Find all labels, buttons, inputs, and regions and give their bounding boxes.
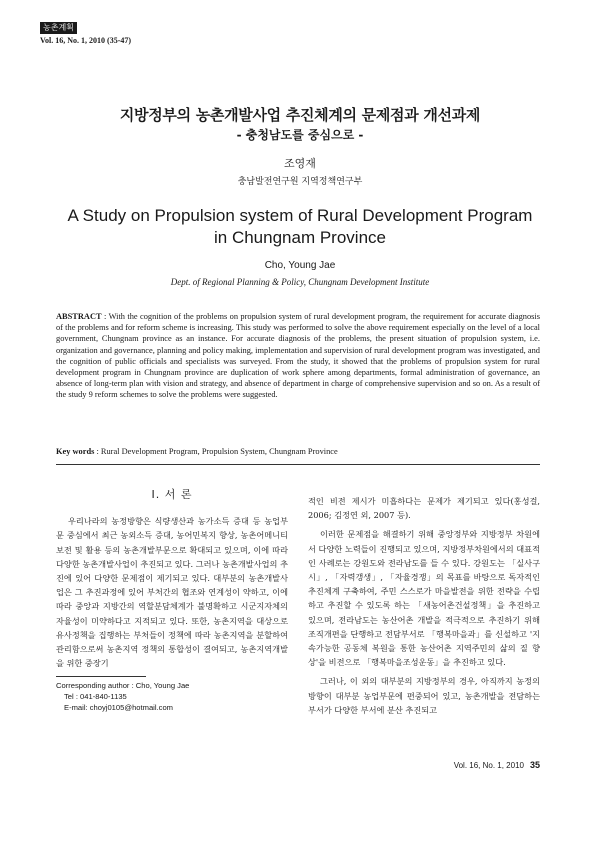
abstract xyxy=(56,311,540,401)
page-number: 35 xyxy=(529,760,540,770)
keywords xyxy=(56,447,540,456)
keywords-text: : Rural Development Program, Propulsion System, Chungnam Province xyxy=(94,447,338,456)
english-affiliation: Dept. of Regional Planning & Policy, Chungnam Development Institute xyxy=(170,277,430,287)
footnote-email: E-mail: choyj0105@hotmail.com xyxy=(64,703,174,712)
journal-tag: 농촌계획 xyxy=(40,22,77,34)
korean-affiliation: 충남발전연구원 지역정책연구부 xyxy=(237,177,363,187)
page-footer xyxy=(308,760,540,770)
korean-author: 조영재 xyxy=(284,157,316,170)
body-paragraph: 우리나라의 농정방향은 식량생산과 농가소득 증대 등 농업부문 중심에서 최근 농외소득 증대, 농어민복지 향상, 농촌어메니티 보전 및 활용 등의 농촌개발부문으로 확대되고 있으며, 이에 따라 다양한 농촌개발사업이 추진되고 있다. 그러나 농촌개발사업의 추진에 있어 다양한 문제점이 제기되고 있다. 대부분의 농촌개발사업은 그 추진과정에 있어 부처간의 협조와 연계성이 약하고, 이에 따라 중앙과 지방간의 역할분담체계가 불명확하고 시군지자체의 자율성이 미약하다고 지적되고 있다. 또한, 농촌지역을 대상으로 유사정책을 집행하는 부처들이 정책에 따라 농촌지역을 분할하여 관리함으로써 농촌지역 정책의 통합성이 결여되고, 농촌지역개발을 위한 중장기 xyxy=(56,516,288,669)
english-title: A Study on Propulsion system of Rural Development Program in Chungnam Province xyxy=(67,206,533,247)
footnote-rule xyxy=(56,676,146,677)
left-column xyxy=(56,488,288,675)
body-paragraph: 그러나, 이 외의 대부분의 지방정부의 경우, 아직까지 농정의 방향이 대부분 농업부문에 편중되어 있고, 농촌개발을 전담하는 부서가 다양한 부서에 분산 추진되고 xyxy=(308,676,540,715)
footnote-author: Corresponding author : Cho, Young Jae xyxy=(56,681,190,690)
abstract-text: : With the cognition of the problems on propulsion system of rural development program, the requirement for accurate diagnosis of the problems and for reform scheme is increasing. This study was performed to solve the above requirement especially on the level of a local government, Chungnam province as an instance. For accurate diagnosis of the problems, the present situation of propulsion system, i.e. organization and governance, planning and policy making, implementation and supervision of rural development program was investigated, and the cognition of public officials and specialists was surveyed. From the study, it showed that the problems of propulsion system for rural development program in Chungnam province are duplication of work sphere among departments, formal administration of governance, an absence of long-term plan with vision and strategy, and absence of department in charge of comprehensive supervision and so on. As a result of the study 9 reform schemes to solve the problems were suggested. xyxy=(56,312,540,400)
right-column xyxy=(308,494,540,722)
korean-title: 지방정부의 농촌개발사업 추진체계의 문제점과 개선과제 xyxy=(119,106,481,124)
body-paragraph: 적인 비전 제시가 미흡하다는 문제가 제기되고 있다(홍성걸, 2006; 김정연 외, 2007 등). xyxy=(308,496,540,521)
body-paragraph: 이러한 문제점을 해결하기 위해 중앙정부와 지방정부 차원에서 다양한 노력들이 진행되고 있으며, 지방정부차원에서의 대표적인 사례로는 강원도와 전라남도를 들 수 있다. 강원도는 「실사구시」, 「자력갱생」, 「자율경쟁」의 목표를 바탕으로 독자적인 추진체계 구축하여, 주민 스스로가 마을발전을 위한 전략을 수립하고 추진할 수 있도록 하는 「새농어촌건설정책」을 추진하고 있으며, 전라남도는 농산어촌 개발을 적극적으로 추진하기 위해 조직개편을 단행하고 전담부서로 「행복마을과」를 신설하고 '지속가능한 공동체 복원을 통한 농산어촌 지역주민의 삶의 질 향상'을 비전으로 「행복마을조성운동」을 추진하고 있다. xyxy=(308,529,540,668)
korean-subtitle: - 충청남도를 중심으로 - xyxy=(236,128,364,142)
section-heading: I. 서 론 xyxy=(151,488,193,501)
footnote xyxy=(56,680,296,713)
footnote-tel: Tel : 041-840-1135 xyxy=(64,692,127,701)
keywords-label: Key words xyxy=(56,447,95,456)
abstract-label: ABSTRACT xyxy=(56,312,102,321)
section-divider xyxy=(56,464,540,465)
volume-line: Vol. 16, No. 1, 2010 (35-47) xyxy=(40,36,132,45)
english-author: Cho, Young Jae xyxy=(264,260,336,271)
footer-journal-ref: Vol. 16, No. 1, 2010 xyxy=(453,761,524,770)
